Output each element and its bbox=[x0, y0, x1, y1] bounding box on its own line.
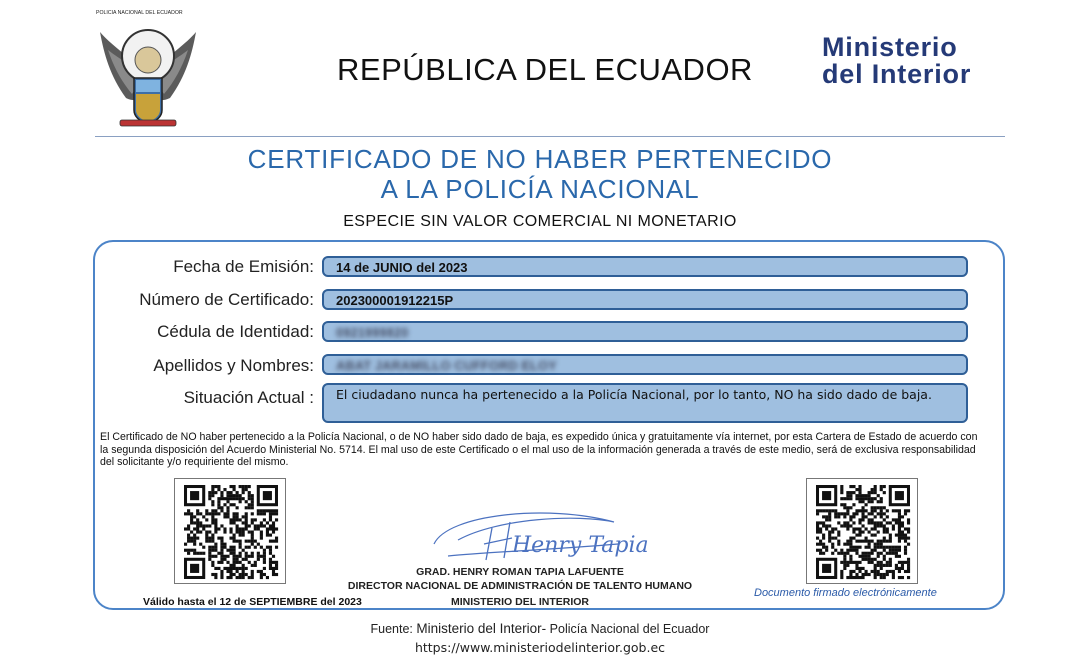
qr-code-left bbox=[174, 478, 286, 584]
qr-code-right-icon bbox=[816, 485, 910, 579]
qr-code-left-icon bbox=[184, 485, 278, 579]
source-org-police: Policía Nacional del Ecuador bbox=[549, 622, 710, 636]
status-label: Situación Actual : bbox=[183, 388, 314, 407]
full-name-value: ABAT JARAMILLO CUFFORD ELOY bbox=[336, 358, 557, 373]
source-url-link[interactable]: https://www.ministeriodelinterior.gob.ec bbox=[414, 640, 666, 655]
certificate-title-line1: CERTIFICADO DE NO HABER PERTENECIDO bbox=[247, 144, 833, 174]
status-field: El ciudadano nunca ha pertenecido a la Policía Nacional, por lo tanto, NO ha sido dado de baja. bbox=[322, 383, 968, 423]
full-name-field bbox=[322, 354, 968, 375]
signatory-name: GRAD. HENRY ROMAN TAPIA LAFUENTE bbox=[416, 566, 624, 578]
crest-text: POLICIA NACIONAL DEL ECUADOR bbox=[96, 10, 183, 16]
id-number-label: Cédula de Identidad: bbox=[157, 322, 314, 341]
source-label: Fuente: bbox=[370, 622, 413, 636]
issue-date-field: 14 de JUNIO del 2023 bbox=[322, 256, 968, 277]
electronic-signature-note: Documento firmado electrónicamente bbox=[754, 587, 937, 599]
certificate-title-line2: A LA POLICÍA NACIONAL bbox=[380, 174, 700, 204]
issue-date-label: Fecha de Emisión: bbox=[173, 257, 314, 276]
police-crest-logo bbox=[96, 10, 200, 132]
certificate-subtitle: ESPECIE SIN VALOR COMERCIAL NI MONETARIO bbox=[343, 213, 737, 230]
certificate-number-label: Número de Certificado: bbox=[139, 290, 314, 309]
full-name-label: Apellidos y Nombres: bbox=[153, 356, 314, 375]
signature-script: Henry Tapia bbox=[512, 533, 649, 558]
id-number-field bbox=[322, 321, 968, 342]
source-line bbox=[0, 621, 1080, 636]
certificate-number-field: 202300001912215P bbox=[322, 289, 968, 310]
ministry-logo-line1: Ministerio bbox=[822, 32, 958, 62]
handwritten-signature bbox=[428, 500, 649, 572]
header-divider bbox=[95, 136, 1005, 137]
signatory-ministry: MINISTERIO DEL INTERIOR bbox=[450, 596, 590, 608]
qr-code-right bbox=[806, 478, 918, 584]
republic-heading: REPÚBLICA DEL ECUADOR bbox=[337, 52, 753, 87]
legal-notice: El Certificado de NO haber pertenecido a la Policía Nacional, o de NO haber sido dado de baja, es expedido única y gratuitamente vía internet, por esta Cartera de Estado de acuerdo con la segunda disposición del Acuerdo Ministerial No. 5714. El mal uso de este Certificado o el mal uso de la información generada a través de este medio, será de exclusiva responsabilidad del solicitante y/o requiriente del mismo. bbox=[100, 431, 978, 468]
signatory-title: DIRECTOR NACIONAL DE ADMINISTRACIÓN DE TALENTO HUMANO bbox=[347, 580, 693, 592]
id-number-value: 0921999820 bbox=[336, 325, 409, 340]
source-org-ministry: Ministerio del Interior- bbox=[416, 621, 547, 636]
ministry-logo-line2: del Interior bbox=[822, 59, 972, 89]
ministry-logo bbox=[822, 34, 971, 88]
validity-date: Válido hasta el 12 de SEPTIEMBRE del 2023 bbox=[143, 596, 362, 608]
